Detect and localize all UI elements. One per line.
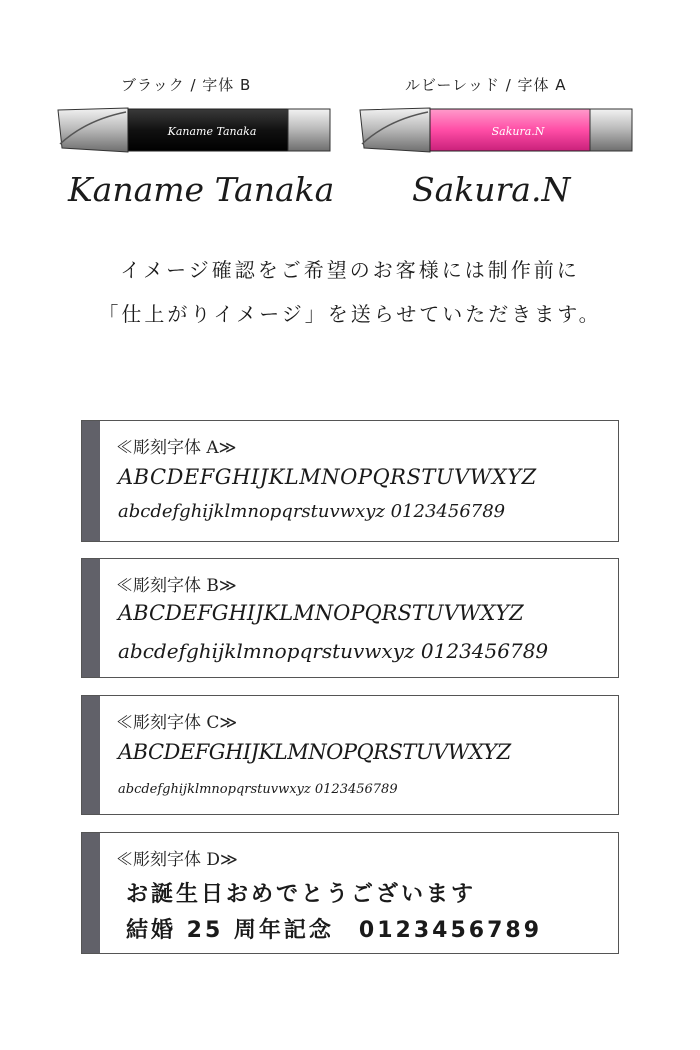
font-sample-box-a — [81, 420, 619, 542]
signature-sample-black: Kaname Tanaka — [68, 170, 335, 209]
font-sample-box-b — [81, 558, 619, 678]
notice-line-1: イメージ確認をご希望のお客様には制作前に — [120, 258, 580, 282]
font-c-lowercase-digits: abcdefghijklmnopqrstuvwxyz 0123456789 — [118, 782, 398, 797]
signature-sample-ruby-red: Sakura.N — [412, 170, 571, 209]
pen-black-image — [56, 106, 332, 156]
notice-line-2: 「仕上がりイメージ」を送らせていただきます。 — [98, 302, 602, 326]
font-c-uppercase: ABCDEFGHIJKLMNOPQRSTUVWXYZ — [118, 740, 511, 764]
box-accent-bar — [82, 833, 100, 953]
font-b-lowercase-digits: abcdefghijklmnopqrstuvwxyz 0123456789 — [118, 639, 549, 663]
font-d-line-1: お誕生日おめでとうございます — [126, 882, 477, 907]
font-title-d: ≪彫刻字体 D≫ — [116, 850, 238, 870]
font-title-c: ≪彫刻字体 C≫ — [116, 713, 238, 733]
box-accent-bar — [82, 696, 100, 814]
sample-label-ruby-red: ルビーレッド / 字体 A — [405, 76, 567, 94]
font-d-line-2: 結婚 25 周年記念 0123456789 — [126, 918, 543, 943]
font-sample-box-c — [81, 695, 619, 815]
box-accent-bar — [82, 559, 100, 677]
sample-label-black: ブラック / 字体 B — [121, 76, 252, 94]
pen-ruby-red-image — [358, 106, 634, 156]
font-title-b: ≪彫刻字体 B≫ — [116, 576, 237, 596]
pen-black-engraving: Kaname Tanaka — [167, 125, 257, 138]
font-a-lowercase-digits: abcdefghijklmnopqrstuvwxyz 0123456789 — [118, 501, 506, 522]
font-title-a: ≪彫刻字体 A≫ — [116, 438, 237, 458]
pen-ruby-red-engraving: Sakura.N — [491, 125, 545, 138]
box-accent-bar — [82, 421, 100, 541]
font-sample-box-d — [81, 832, 619, 954]
font-b-uppercase: ABCDEFGHIJKLMNOPQRSTUVWXYZ — [118, 601, 524, 625]
font-a-uppercase: ABCDEFGHIJKLMNOPQRSTUVWXYZ — [118, 465, 537, 489]
